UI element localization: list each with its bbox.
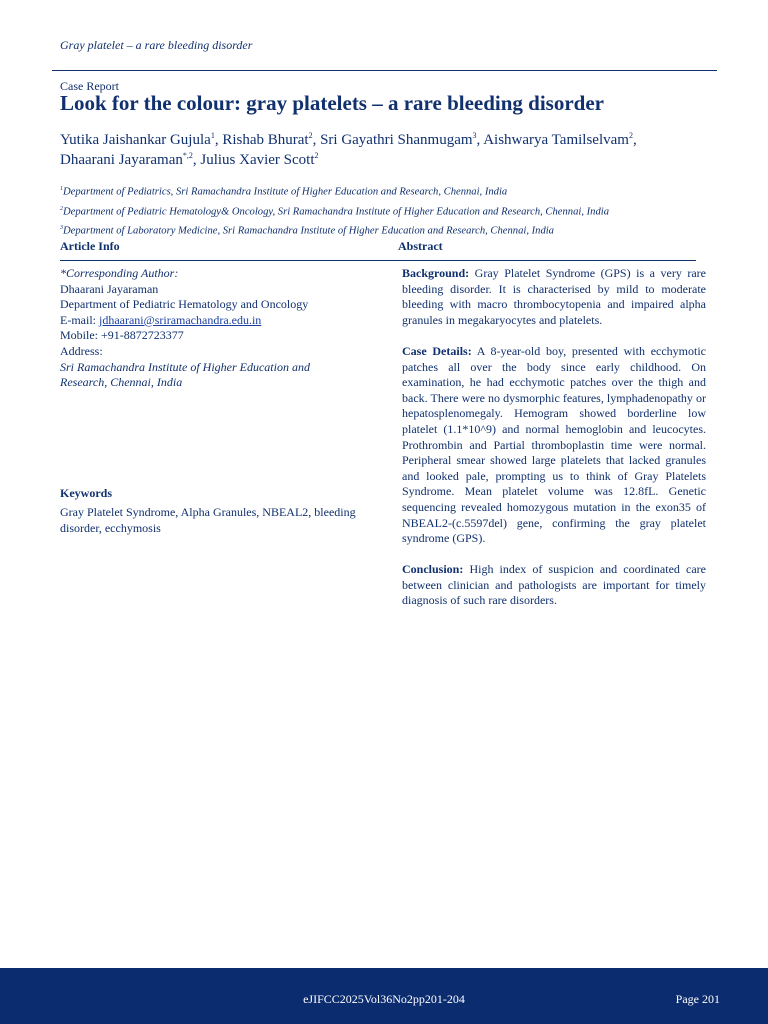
section-divider <box>60 260 696 261</box>
author-affil-marker: *,2 <box>182 151 193 160</box>
conclusion-label: Conclusion: <box>402 562 464 577</box>
email-line <box>60 313 360 329</box>
mobile-line: Mobile: +91-8872723377 <box>60 328 184 343</box>
affiliation-text: Department of Pediatrics, Sri Ramachandra Institute of Higher Education and Research, Chennai, India <box>63 186 508 198</box>
affiliation-marker: 3 <box>60 225 63 232</box>
corresponding-author-department: Department of Pediatric Hematology and Oncology <box>60 297 309 312</box>
page-number: Page 201 <box>675 992 720 1006</box>
affiliation-text: Department of Laboratory Medicine, Sri Ramachandra Institute of Higher Education and Research, Chennai, India <box>63 225 554 237</box>
email-label: E-mail: <box>60 312 99 327</box>
header-divider <box>52 70 717 71</box>
journal-citation: eJIFCC2025Vol36No2pp201-204 <box>303 992 465 1006</box>
article-type: Case Report <box>60 79 119 93</box>
article-title: Look for the colour: gray platelets – a rare bleeding disorder <box>60 91 604 115</box>
keywords-heading: Keywords <box>60 486 112 500</box>
case-details-text: A 8-year-old boy, presented with ecchymotic patches all over the body since early childhood. On examination, he had ecchymotic patches over the thigh and back. There were no dysmorphic features, lymphadenopathy or hepatosplenomegaly. Hemogram showed borderline low platelet (1.1*10^9) and normal hemoglobin and leucocytes. Prothrombin and Partial thromboplastin time were normal. Peripheral smear showed large platelets that lacked granules and looked pale, prompting us to think of Gray Platelets Syndrome. Mean platelet volume was 12.8fL. Genetic sequencing revealed homozygous mutation in the exon35 of NBEAL2-(c.5597del) gene, confirming the gray platelet syndrome (GPS). <box>402 343 707 546</box>
author-affil-marker: 2 <box>308 131 313 140</box>
affiliation-item <box>60 220 740 240</box>
author-affil-marker: 2 <box>628 131 633 140</box>
author-affil-marker: 3 <box>472 131 477 140</box>
author-name: Yutika Jaishankar Gujula <box>60 132 211 148</box>
author-list <box>60 128 710 168</box>
affiliation-marker: 2 <box>60 205 63 212</box>
abstract-heading: Abstract <box>398 239 443 253</box>
address-line: Research, Chennai, India <box>60 375 183 390</box>
running-head: Gray platelet – a rare bleeding disorder <box>60 38 253 52</box>
affiliation-item <box>60 181 740 201</box>
author-name: Dhaarani Jayaraman <box>60 152 183 168</box>
author-affil-marker: 2 <box>314 151 319 160</box>
background-label: Background: <box>402 266 470 280</box>
affiliation-list <box>60 181 740 240</box>
email-link[interactable]: jdhaarani@sriramachandra.edu.in <box>99 312 262 327</box>
article-info-panel <box>60 266 360 391</box>
affiliation-item <box>60 201 740 221</box>
abstract-conclusion <box>402 562 706 609</box>
abstract-background <box>402 266 706 328</box>
abstract-body <box>402 266 706 625</box>
corresponding-author-name: Dhaarani Jayaraman <box>60 281 159 296</box>
address-line: Sri Ramachandra Institute of Higher Education and <box>60 359 310 374</box>
author-separator: , <box>632 132 637 148</box>
author-name: , Rishab Bhurat <box>214 132 309 148</box>
author-affil-marker: 1 <box>210 131 215 140</box>
author-name: , Julius Xavier Scott <box>192 152 315 168</box>
author-name: , Aishwarya Tamilselvam <box>476 132 629 148</box>
article-info-heading: Article Info <box>60 239 120 253</box>
background-text: Gray Platelet Syndrome (GPS) is a very rare bleeding disorder. It is characterised by mild to moderate bleeding with macro thrombocytopenia and impaired alpha granules in megakaryocytes and platelets. <box>402 266 706 327</box>
affiliation-text: Department of Pediatric Hematology& Oncology, Sri Ramachandra Institute of Higher Education and Research, Chennai, India <box>63 206 609 218</box>
address-label: Address: <box>60 343 103 358</box>
conclusion-text: High index of suspicion and coordinated care between clinician and pathologists are important for timely diagnosis of such rare disorders. <box>402 562 706 608</box>
keywords-text: Gray Platelet Syndrome, Alpha Granules, NBEAL2, bleeding disorder, ecchymosis <box>60 505 356 535</box>
author-name: , Sri Gayathri Shanmugam <box>312 132 473 148</box>
corresponding-author-label: *Corresponding Author: <box>60 266 179 280</box>
abstract-case-details <box>402 344 706 547</box>
case-details-label: Case Details: <box>402 343 472 358</box>
affiliation-marker: 1 <box>60 186 63 192</box>
page-footer <box>0 968 768 1024</box>
